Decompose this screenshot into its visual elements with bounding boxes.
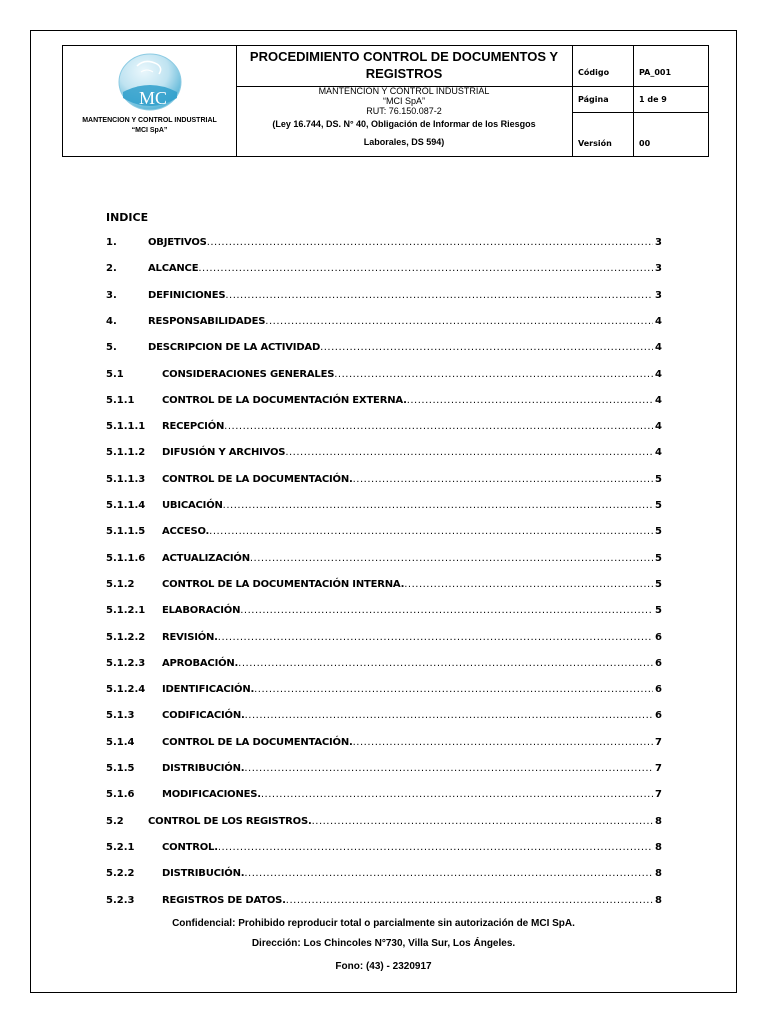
toc-entry-page: 7 xyxy=(655,736,662,748)
toc-entry-label: DIFUSIÓN Y ARCHIVOS xyxy=(162,447,286,459)
toc-entry-number: 5.1.1.1 xyxy=(106,421,146,433)
toc-entry-page: 4 xyxy=(655,368,662,380)
toc-entry[interactable] xyxy=(106,471,662,489)
toc-entry-page: 5 xyxy=(655,552,662,564)
toc-entry-number: 5.2.3 xyxy=(106,894,135,906)
toc-entry-label: DESCRIPCION DE LA ACTIVIDAD xyxy=(148,342,321,354)
header-divider xyxy=(633,46,634,156)
toc-entry[interactable] xyxy=(106,313,662,331)
toc-leader-dots xyxy=(223,497,653,515)
toc-entry-number: 5.1.6 xyxy=(106,789,135,801)
toc-entry[interactable] xyxy=(106,707,662,725)
toc-entry-page: 8 xyxy=(655,815,662,827)
index-title: INDICE xyxy=(106,211,149,224)
toc-entry-page: 4 xyxy=(655,394,662,406)
toc-entry[interactable] xyxy=(106,497,662,515)
toc-entry-label: ALCANCE xyxy=(148,263,199,275)
toc-entry-label: UBICACIÓN xyxy=(162,500,223,511)
toc-entry-page: 4 xyxy=(655,342,662,354)
toc-entry-label: IDENTIFICACIÓN. xyxy=(162,684,255,696)
toc-leader-dots xyxy=(238,655,653,673)
footer-phone: Fono: (43) - 2320917 xyxy=(335,961,432,972)
toc-entry-number: 5.2 xyxy=(106,815,124,827)
toc-leader-dots xyxy=(240,602,653,620)
pagina-value: 1 de 9 xyxy=(639,95,667,104)
toc-entry-number: 5.1.1 xyxy=(106,394,135,406)
toc-entry-label: DISTRIBUCIÓN. xyxy=(162,763,245,774)
toc-leader-dots xyxy=(250,550,653,568)
toc-leader-dots xyxy=(225,287,653,305)
toc-leader-dots xyxy=(286,892,653,910)
toc-entry-page: 4 xyxy=(655,315,662,327)
toc-entry[interactable] xyxy=(106,839,662,857)
footer-confidential: Confidencial: Prohibido reproducir total o parcialmente sin autorización de MCI SpA. xyxy=(172,918,575,929)
toc-entry[interactable] xyxy=(106,813,662,831)
toc-entry[interactable] xyxy=(106,260,662,278)
toc-entry[interactable] xyxy=(106,366,662,384)
logo-text: MC xyxy=(139,88,168,108)
toc-entry[interactable] xyxy=(106,602,662,620)
toc-entry-number: 2. xyxy=(106,263,117,275)
toc-entry[interactable] xyxy=(106,339,662,357)
codigo-value: PA_001 xyxy=(639,68,672,77)
toc-entry[interactable] xyxy=(106,786,662,804)
toc-leader-dots xyxy=(254,681,653,699)
toc-entry[interactable] xyxy=(106,392,662,410)
law-reference-line2: Laborales, DS 594) xyxy=(363,137,445,147)
toc-entry-label: MODIFICACIONES. xyxy=(162,789,261,801)
toc-entry-label: ELABORACIÓN xyxy=(162,605,241,617)
toc-entry-label: RESPONSABILIDADES xyxy=(148,315,266,327)
toc-entry-label: CODIFICACIÓN. xyxy=(162,710,245,722)
version-label: Versión xyxy=(578,139,612,148)
version-value: 00 xyxy=(639,139,651,148)
toc-entry-number: 3. xyxy=(106,289,117,301)
company-rut: RUT: 76.150.087-2 xyxy=(366,106,442,116)
toc-leader-dots xyxy=(285,444,653,462)
toc-entry-number: 5.1.5 xyxy=(106,763,135,774)
toc-entry[interactable] xyxy=(106,629,662,647)
toc-entry-label: RECEPCIÓN xyxy=(162,421,225,433)
toc-entry-page: 6 xyxy=(655,710,662,722)
toc-leader-dots xyxy=(261,786,653,804)
toc-entry-page: 8 xyxy=(655,841,662,853)
toc-entry[interactable] xyxy=(106,681,662,699)
header-divider xyxy=(572,112,709,113)
toc-entry-page: 4 xyxy=(655,447,662,459)
toc-entry[interactable] xyxy=(106,865,662,883)
company-name-sub: MANTENCION Y CONTROL INDUSTRIAL xyxy=(318,86,490,96)
toc-entry-page: 7 xyxy=(655,789,662,801)
toc-entry-page: 5 xyxy=(655,526,662,538)
toc-leader-dots xyxy=(334,366,653,384)
header-divider xyxy=(572,46,573,156)
document-title-line2: REGISTROS xyxy=(365,66,443,81)
toc-entry-number: 5.1.3 xyxy=(106,710,135,722)
toc-entry-number: 5.1.1.2 xyxy=(106,447,146,459)
toc-entry-page: 3 xyxy=(655,263,662,275)
toc-entry-number: 5.1 xyxy=(106,368,124,380)
toc-entry-number: 5.1.1.6 xyxy=(106,552,146,564)
toc-entry-label: DISTRIBUCIÓN. xyxy=(162,868,245,880)
toc-entry-page: 6 xyxy=(655,631,662,643)
toc-leader-dots xyxy=(218,629,653,647)
toc-entry[interactable] xyxy=(106,655,662,673)
toc-entry-number: 5.1.2.3 xyxy=(106,657,146,669)
toc-leader-dots xyxy=(404,576,653,594)
toc-entry[interactable] xyxy=(106,550,662,568)
toc-entry-label: CONTROL DE LA DOCUMENTACIÓN EXTERNA. xyxy=(162,394,407,406)
toc-entry-label: CONTROL DE LA DOCUMENTACIÓN INTERNA. xyxy=(162,578,405,590)
toc-leader-dots xyxy=(218,839,653,857)
footer-address: Dirección: Los Chincoles N°730, Villa Sur, Los Ángeles. xyxy=(251,938,516,949)
toc-entry-page: 6 xyxy=(655,657,662,669)
toc-entry-number: 5.2.1 xyxy=(106,841,135,853)
toc-entry-label: DEFINICIONES xyxy=(148,289,226,301)
company-short-sub: “MCI SpA” xyxy=(382,96,425,106)
toc-entry-label: ACTUALIZACIÓN xyxy=(162,552,250,564)
toc-entry[interactable] xyxy=(106,444,662,462)
toc-entry-page: 5 xyxy=(655,500,662,511)
toc-entry-label: CONTROL DE LA DOCUMENTACIÓN. xyxy=(162,736,353,748)
document-title-line1: PROCEDIMIENTO CONTROL DE DOCUMENTOS Y xyxy=(249,49,559,64)
toc-entry-label: CONTROL. xyxy=(162,841,218,853)
toc-entry-number: 5.2.2 xyxy=(106,868,135,880)
toc-entry-number: 5.1.1.5 xyxy=(106,526,146,538)
toc-entry-number: 5.1.2.2 xyxy=(106,631,146,643)
toc-leader-dots xyxy=(244,865,653,883)
toc-entry[interactable] xyxy=(106,287,662,305)
toc-entry-label: CONTROL DE LOS REGISTROS. xyxy=(148,815,312,827)
toc-entry-label: CONTROL DE LA DOCUMENTACIÓN. xyxy=(162,473,353,485)
toc-entry-page: 7 xyxy=(655,763,662,774)
toc-leader-dots xyxy=(209,523,653,541)
pagina-label: Página xyxy=(578,95,609,104)
company-logo xyxy=(117,52,183,112)
toc-leader-dots xyxy=(245,707,653,725)
toc-entry-number: 5.1.1.4 xyxy=(106,500,146,511)
toc-entry[interactable] xyxy=(106,234,662,252)
toc-entry-number: 5.1.2.1 xyxy=(106,605,146,617)
toc-leader-dots xyxy=(198,260,653,278)
codigo-label: Código xyxy=(578,68,610,77)
law-reference-line1: (Ley 16.744, DS. N° 40, Obligación de Informar de los Riesgos xyxy=(272,119,536,129)
toc-entry-page: 5 xyxy=(655,473,662,485)
toc-entry-page: 8 xyxy=(655,894,662,906)
toc-entry[interactable] xyxy=(106,523,662,541)
toc-entry-number: 5.1.2 xyxy=(106,578,135,590)
toc-entry-page: 8 xyxy=(655,868,662,880)
toc-entry-number: 5.1.1.3 xyxy=(106,473,146,485)
toc-entry-page: 5 xyxy=(655,578,662,590)
toc-leader-dots xyxy=(207,234,653,252)
toc-entry-label: APROBACIÓN. xyxy=(162,657,239,669)
toc-entry-number: 5.1.4 xyxy=(106,736,135,748)
toc-entry[interactable] xyxy=(106,418,662,436)
logo-cell xyxy=(63,46,236,156)
toc-leader-dots xyxy=(407,392,653,410)
toc-entry-page: 3 xyxy=(655,237,662,248)
toc-entry-number: 1. xyxy=(106,237,117,248)
toc-entry-label: CONSIDERACIONES GENERALES xyxy=(162,368,335,380)
document-header-table xyxy=(62,45,709,157)
toc-entry-label: REGISTROS DE DATOS. xyxy=(162,894,286,906)
toc-entry[interactable] xyxy=(106,734,662,752)
company-short-name: “MCI SpA” xyxy=(131,127,168,134)
toc-entry-number: 5. xyxy=(106,342,117,354)
toc-entry-page: 4 xyxy=(655,421,662,433)
toc-entry-label: ACCESO. xyxy=(162,526,210,538)
toc-entry[interactable] xyxy=(106,576,662,594)
toc-entry-number: 4. xyxy=(106,315,117,327)
toc-leader-dots xyxy=(312,813,653,831)
toc-leader-dots xyxy=(224,418,653,436)
toc-entry-page: 6 xyxy=(655,684,662,696)
toc-entry-page: 3 xyxy=(655,289,662,301)
toc-leader-dots xyxy=(265,313,653,331)
toc-entry-page: 5 xyxy=(655,605,662,617)
toc-entry[interactable] xyxy=(106,760,662,778)
header-divider xyxy=(572,86,709,87)
toc-leader-dots xyxy=(244,760,653,778)
toc-leader-dots xyxy=(353,471,653,489)
toc-entry-label: REVISIÓN. xyxy=(162,631,218,643)
toc-entry-label: OBJETIVOS xyxy=(148,237,207,248)
toc-entry[interactable] xyxy=(106,892,662,910)
toc-entry-number: 5.1.2.4 xyxy=(106,684,146,696)
toc-leader-dots xyxy=(353,734,653,752)
toc-leader-dots xyxy=(320,339,653,357)
company-name: MANTENCION Y CONTROL INDUSTRIAL xyxy=(82,117,217,124)
